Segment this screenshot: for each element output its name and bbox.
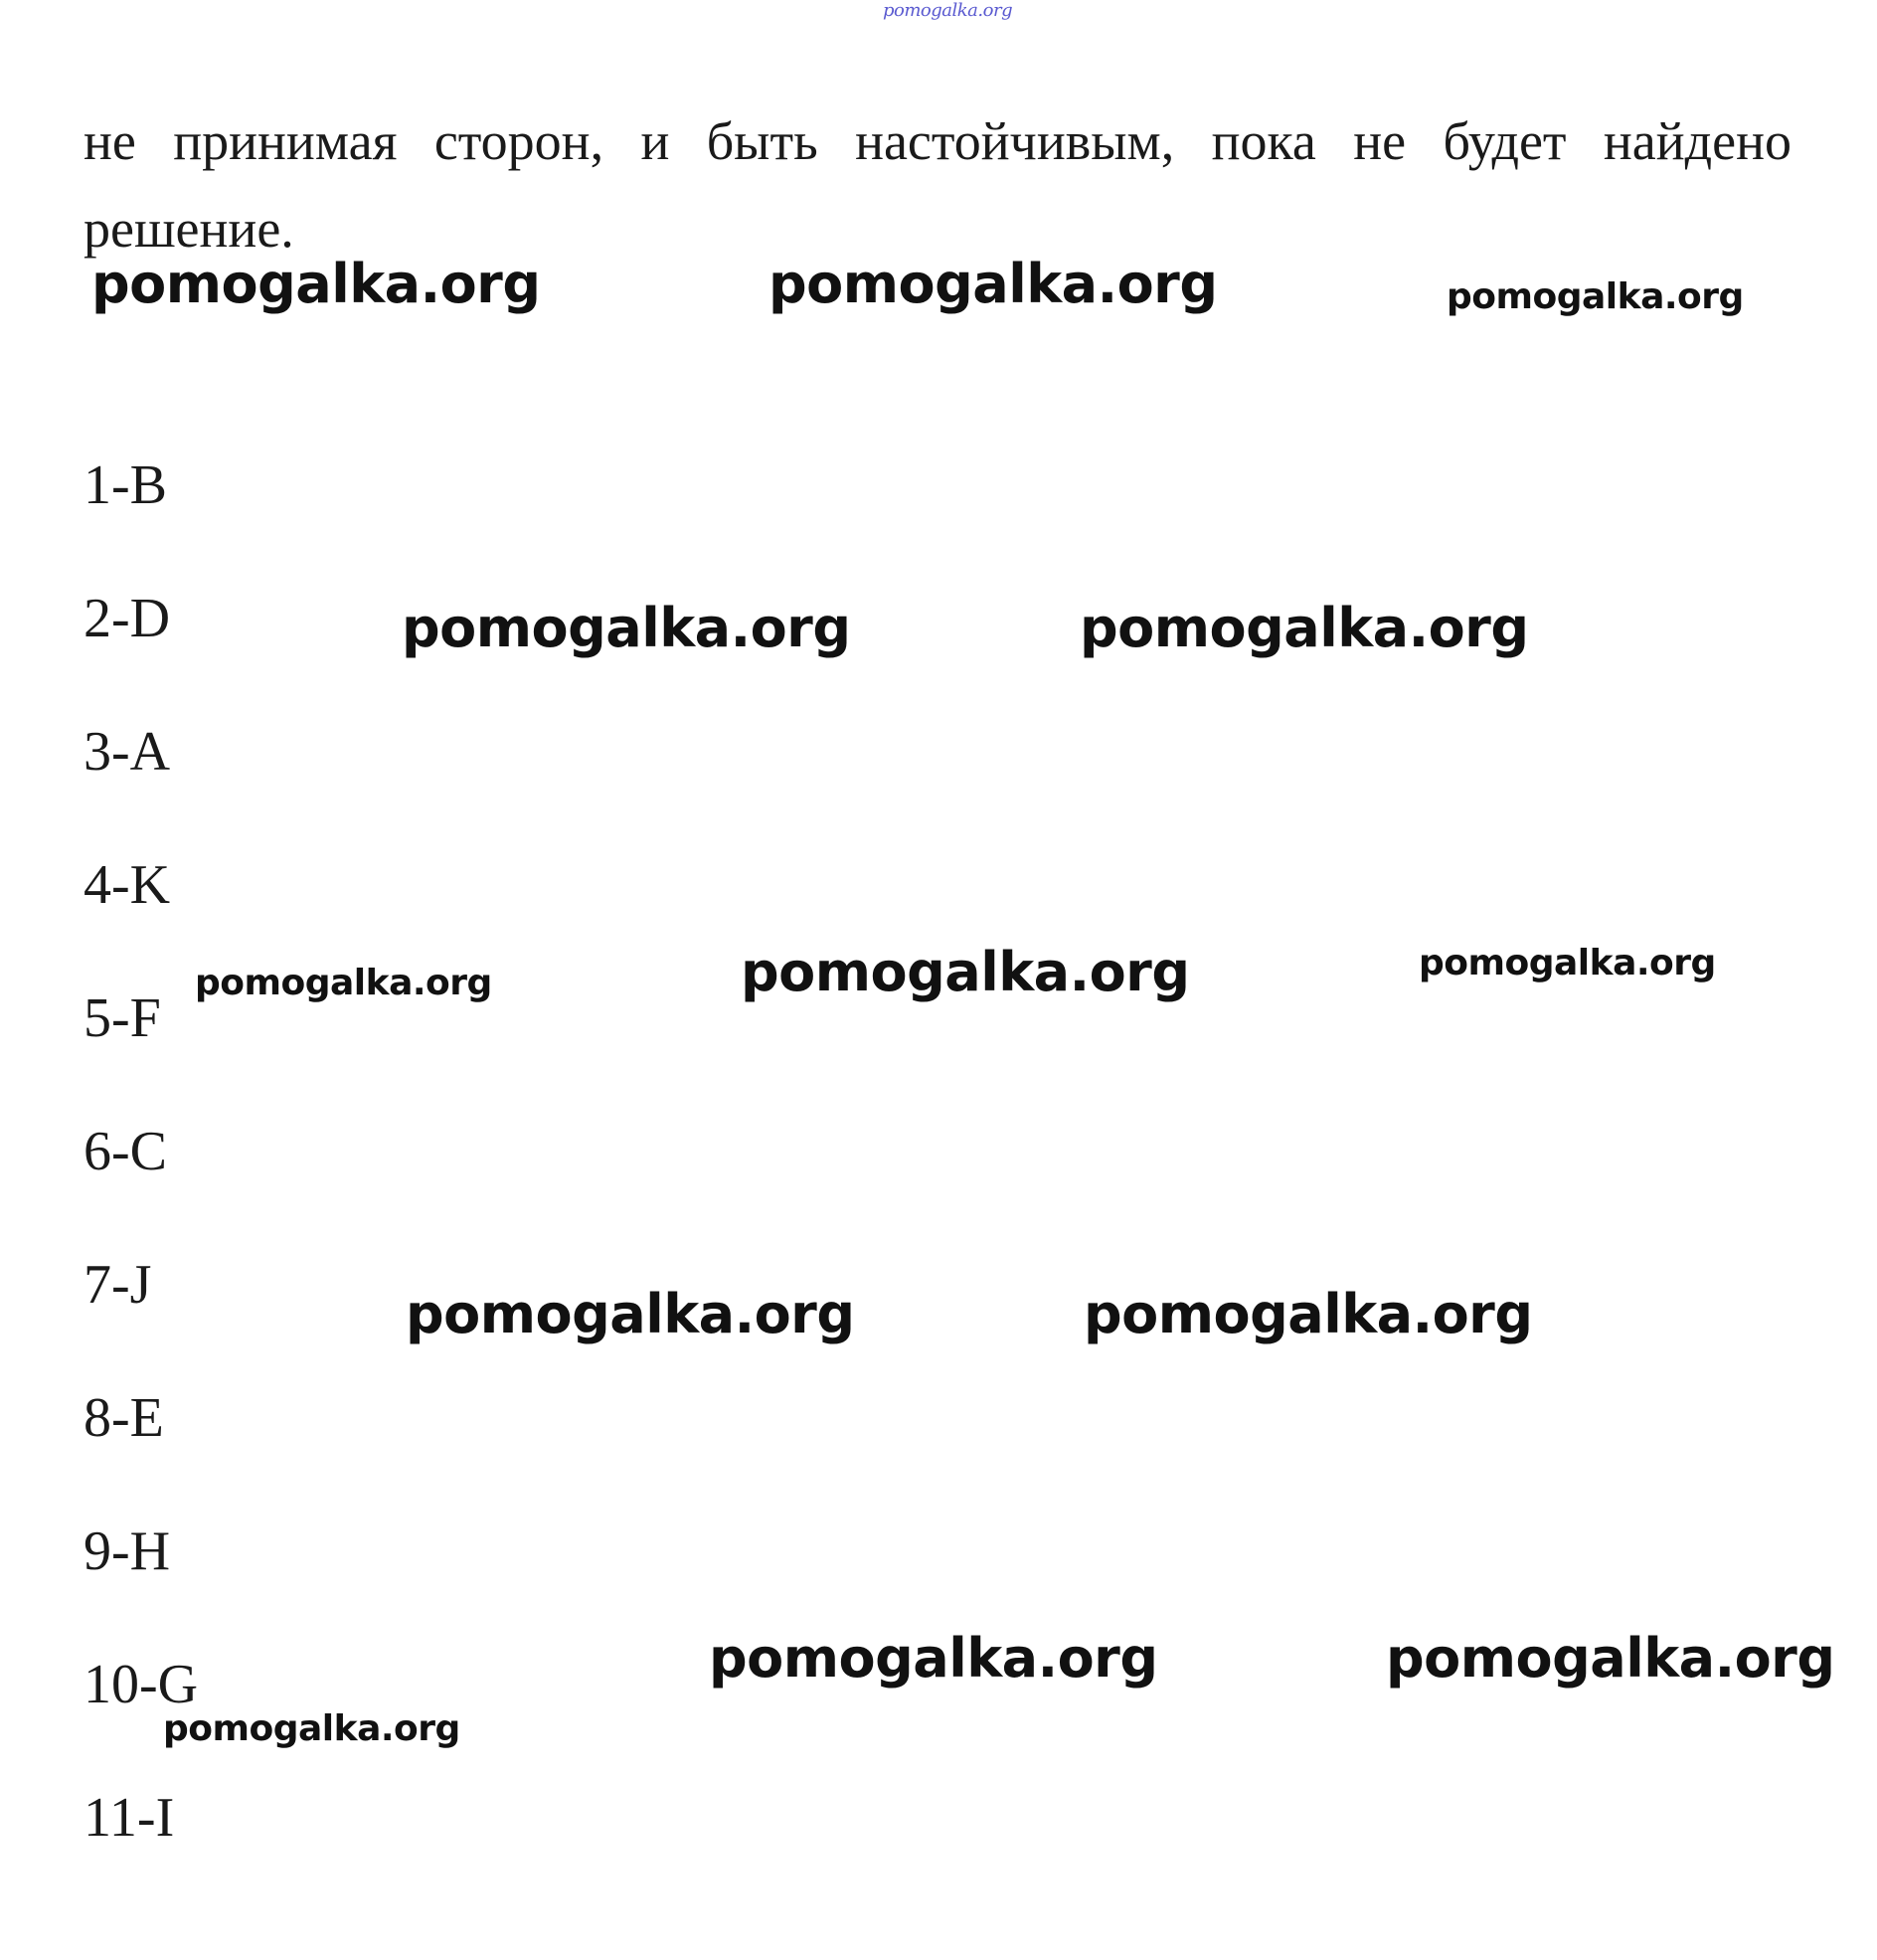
watermark-text: pomogalka.org <box>91 253 541 315</box>
answer-item: 8-E <box>84 1387 164 1449</box>
watermark-text: pomogalka.org <box>1419 943 1716 983</box>
answer-item: 9-H <box>84 1520 171 1582</box>
watermark-text: pomogalka.org <box>1386 1627 1835 1690</box>
answer-item: 5-F <box>84 987 161 1049</box>
watermark-text: pomogalka.org <box>406 1283 855 1345</box>
answer-item: 3-A <box>84 721 171 783</box>
answer-item: 1-B <box>84 454 167 516</box>
watermark-text: pomogalka.org <box>1084 1283 1533 1345</box>
watermark-text: pomogalka.org <box>768 253 1218 315</box>
paragraph-text: не принимая сторон, и быть настойчивым, пока не будет найдено решение. <box>84 111 1792 259</box>
watermark-text: pomogalka.org <box>709 1627 1158 1690</box>
answer-item: 2-D <box>84 588 171 649</box>
watermark-text: pomogalka.org <box>163 1708 460 1749</box>
watermark-text: pomogalka.org <box>1080 597 1529 659</box>
answer-item: 11-I <box>84 1787 175 1849</box>
watermark-text: pomogalka.org <box>741 941 1190 1003</box>
answer-item: 7-J <box>84 1254 152 1316</box>
answer-item: 10-G <box>84 1654 199 1715</box>
watermark-text: pomogalka.org <box>195 963 492 1003</box>
answer-item: 4-K <box>84 854 171 916</box>
watermark-text: pomogalka.org <box>402 597 851 659</box>
answer-item: 6-C <box>84 1121 167 1182</box>
watermark-text: pomogalka.org <box>1447 276 1744 317</box>
header-watermark: pomogalka.org <box>883 0 1013 21</box>
